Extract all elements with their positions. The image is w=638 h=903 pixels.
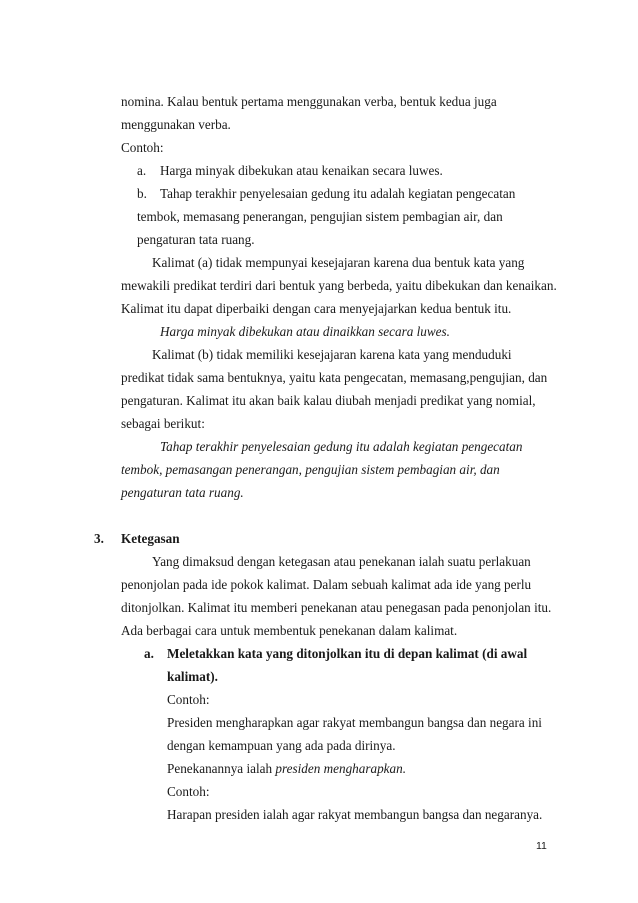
example2-line: Harapan presiden ialah agar rakyat membangun bangsa dan negaranya. [167,807,543,822]
fix-a: Harga minyak dibekukan atau dinaikkan secara luwes. [160,324,450,339]
emphasis-prefix: Penekanannya ialah [167,761,276,776]
emphasis-line [167,761,406,777]
subpoint-marker: a. [144,646,154,661]
fix-b-line-3: pengaturan tata ruang. [121,485,244,500]
section-para-line-3: ditonjolkan. Kalimat itu memberi penekanan atau penegasan pada penonjolan itu. [121,600,552,615]
emphasis-italic: presiden mengharapkan. [275,761,407,776]
page-number: 11 [536,840,547,852]
intro-line-2: menggunakan verba. [121,117,231,132]
contoh-label: Contoh: [121,140,164,155]
subpoint-title-line-1: Meletakkan kata yang ditonjolkan itu di depan kalimat (di awal [167,646,528,661]
contoh-label-2: Contoh: [167,784,210,799]
fix-b-line-1: Tahap terakhir penyelesaian gedung itu adalah kegiatan pengecatan [160,439,523,454]
section-title: Ketegasan [121,531,180,546]
para-b-line-3: pengaturan. Kalimat itu akan baik kalau diubah menjadi predikat yang nomial, [121,393,536,408]
fix-b-line-2: tembok, pemasangan penerangan, pengujian sistem pembagian air, dan [121,462,500,477]
intro-line-1: nomina. Kalau bentuk pertama menggunakan verba, bentuk kedua juga [121,94,497,109]
section-para-line-4: Ada berbagai cara untuk membentuk penekanan dalam kalimat. [121,623,458,638]
para-a-line-3: Kalimat itu dapat diperbaiki dengan cara menyejajarkan kedua bentuk itu. [121,301,512,316]
example-a-text: Harga minyak dibekukan atau kenaikan secara luwes. [160,163,443,178]
example1-line-1: Presiden mengharapkan agar rakyat membangun bangsa dan negara ini [167,715,542,730]
section-number: 3. [94,531,104,546]
example-b-text: Tahap terakhir penyelesaian gedung itu adalah kegiatan pengecatan [160,186,516,201]
para-a-line-2: mewakili predikat terdiri dari bentuk yang berbeda, yaitu dibekukan dan kenaikan. [121,278,557,293]
example-a-marker: a. [137,163,147,178]
para-b-line-4: sebagai berikut: [121,416,205,431]
para-a-line-1: Kalimat (a) tidak mempunyai kesejajaran karena dua bentuk kata yang [152,255,525,270]
example-b-cont-1: tembok, memasang penerangan, pengujian sistem pembagian air, dan [137,209,503,224]
para-b-line-2: predikat tidak sama bentuknya, yaitu kata pengecatan, memasang,pengujian, dan [121,370,548,385]
section-para-line-1: Yang dimaksud dengan ketegasan atau penekanan ialah suatu perlakuan [152,554,531,569]
para-b-line-1: Kalimat (b) tidak memiliki kesejajaran karena kata yang menduduki [152,347,512,362]
subpoint-title-line-2: kalimat). [167,669,218,684]
example1-line-2: dengan kemampuan yang ada pada dirinya. [167,738,396,753]
example-b-cont-2: pengaturan tata ruang. [137,232,255,247]
contoh-label-1: Contoh: [167,692,210,707]
example-b-marker: b. [137,186,147,201]
section-para-line-2: penonjolan pada ide pokok kalimat. Dalam sebuah kalimat ada ide yang perlu [121,577,532,592]
